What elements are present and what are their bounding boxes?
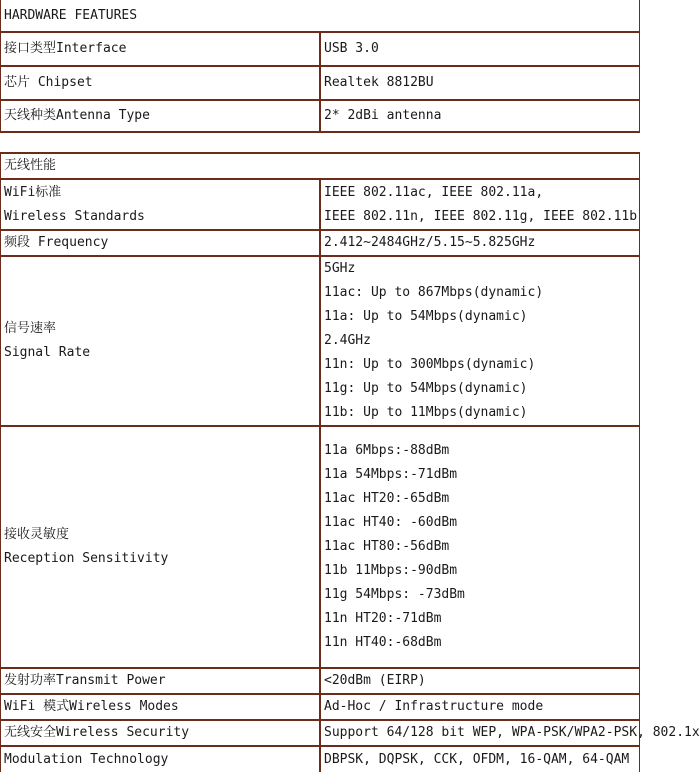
sensitivity-value bbox=[320, 426, 640, 668]
sensitivity-line: 11b 11Mbps:-90dBm bbox=[324, 563, 458, 578]
wireless-security-label: 无线安全Wireless Security bbox=[1, 720, 321, 746]
standards-label-cn: WiFi标准 bbox=[4, 184, 62, 200]
transmit-power-label: 发射功率Transmit Power bbox=[1, 668, 321, 694]
signal-rate-label bbox=[1, 256, 321, 426]
frequency-value: 2.412~2484GHz/5.15~5.825GHz bbox=[320, 230, 640, 256]
transmit-power-value: <20dBm (EIRP) bbox=[320, 668, 640, 694]
sensitivity-line: 11ac HT40: -60dBm bbox=[324, 515, 458, 530]
signal-rate-label-en: Signal Rate bbox=[4, 345, 91, 360]
table-row bbox=[1, 746, 640, 772]
antenna-type-label: 天线种类Antenna Type bbox=[1, 100, 321, 132]
wireless-modes-value: Ad-Hoc / Infrastructure mode bbox=[320, 694, 640, 720]
sensitivity-line: 11a 54Mbps:-71dBm bbox=[324, 467, 458, 482]
table-row bbox=[1, 179, 640, 230]
sensitivity-label-en: Reception Sensitivity bbox=[4, 551, 169, 566]
signal-rate-line: 11n: Up to 300Mbps(dynamic) bbox=[324, 357, 536, 372]
table-row bbox=[1, 230, 640, 256]
table-row bbox=[1, 256, 640, 426]
standards-label bbox=[1, 179, 321, 230]
table-row bbox=[1, 66, 640, 100]
wireless-performance-table bbox=[0, 152, 700, 772]
table-row bbox=[1, 32, 640, 66]
sensitivity-line: 11n HT40:-68dBm bbox=[324, 635, 442, 650]
sensitivity-line: 11n HT20:-71dBm bbox=[324, 611, 442, 626]
wireless-section-title: 无线性能 bbox=[1, 153, 640, 179]
sensitivity-label-cn: 接收灵敏度 bbox=[4, 527, 70, 542]
signal-rate-line: 2.4GHz bbox=[324, 333, 371, 348]
signal-rate-line: 11ac: Up to 867Mbps(dynamic) bbox=[324, 285, 544, 300]
signal-rate-value bbox=[320, 256, 640, 426]
table-row bbox=[1, 720, 640, 746]
wireless-modes-label: WiFi 模式Wireless Modes bbox=[1, 694, 321, 720]
interface-value: USB 3.0 bbox=[320, 32, 640, 66]
signal-rate-line: 11b: Up to 11Mbps(dynamic) bbox=[324, 405, 528, 420]
signal-rate-line: 11g: Up to 54Mbps(dynamic) bbox=[324, 381, 528, 396]
table-row bbox=[1, 668, 640, 694]
modulation-label: Modulation Technology bbox=[1, 746, 321, 772]
table-row bbox=[1, 426, 640, 668]
standards-value-line: IEEE 802.11ac, IEEE 802.11a, bbox=[324, 184, 544, 200]
sensitivity-line: 11ac HT80:-56dBm bbox=[324, 539, 450, 554]
hardware-section-title: HARDWARE FEATURES bbox=[1, 0, 640, 32]
signal-rate-line: 5GHz bbox=[324, 261, 356, 276]
sensitivity-line: 11a 6Mbps:-88dBm bbox=[324, 443, 450, 458]
standards-value-line: IEEE 802.11n, IEEE 802.11g, IEEE 802.11b bbox=[324, 208, 638, 224]
frequency-label: 频段 Frequency bbox=[1, 230, 321, 256]
signal-rate-line: 11a: Up to 54Mbps(dynamic) bbox=[324, 309, 528, 324]
hardware-features-table bbox=[0, 0, 640, 133]
table-row bbox=[1, 100, 640, 132]
sensitivity-line: 11ac HT20:-65dBm bbox=[324, 491, 450, 506]
chipset-label: 芯片 Chipset bbox=[1, 66, 321, 100]
standards-label-en: Wireless Standards bbox=[4, 208, 145, 224]
signal-rate-label-cn: 信号速率 bbox=[4, 321, 57, 336]
modulation-value: DBPSK, DQPSK, CCK, OFDM, 16-QAM, 64-QAM bbox=[320, 746, 640, 772]
sensitivity-line: 11g 54Mbps: -73dBm bbox=[324, 587, 465, 602]
chipset-value: Realtek 8812BU bbox=[320, 66, 640, 100]
table-row bbox=[1, 694, 640, 720]
wireless-security-value: Support 64/128 bit WEP, WPA-PSK/WPA2-PSK, 802.1x bbox=[320, 720, 640, 746]
interface-label: 接口类型Interface bbox=[1, 32, 321, 66]
sensitivity-label bbox=[1, 426, 321, 668]
antenna-type-value: 2* 2dBi antenna bbox=[320, 100, 640, 132]
standards-value bbox=[320, 179, 640, 230]
